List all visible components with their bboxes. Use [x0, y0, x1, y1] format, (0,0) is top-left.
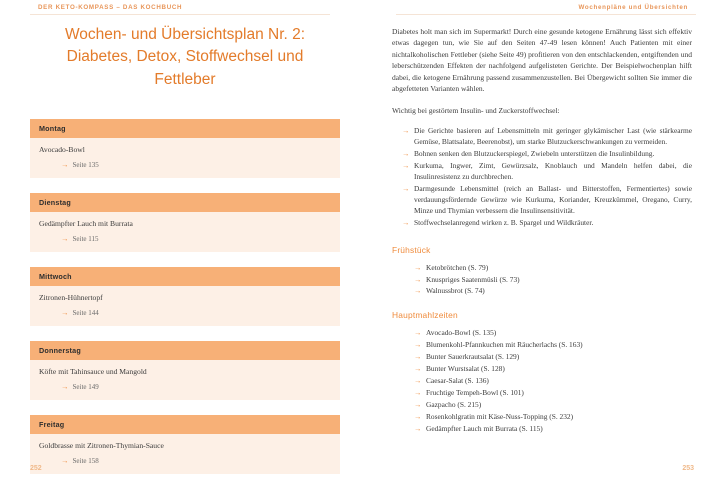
day-page-label: Seite 158: [72, 456, 99, 465]
day-card: [30, 193, 340, 252]
week-plan-list: [30, 119, 340, 473]
day-dish: Avocado-Bowl: [39, 145, 85, 155]
day-page-link[interactable]: [39, 160, 331, 169]
day-page-link[interactable]: [39, 234, 331, 243]
recipe-link[interactable]: → Knuspriges Saatenmüsli (S. 73): [414, 275, 692, 285]
right-page-column: [392, 26, 692, 448]
arrow-right-icon: →: [61, 455, 69, 465]
recipe-link[interactable]: → Gedämpfter Lauch mit Burrata (S. 115): [414, 424, 692, 434]
day-card: [30, 119, 340, 178]
arrow-right-icon: →: [61, 307, 69, 317]
recipe-link[interactable]: → Bunter Sauerkrautsalat (S. 129): [414, 352, 692, 362]
header-divider-right: [396, 14, 696, 15]
day-card: [30, 415, 340, 474]
recipe-link[interactable]: → Gazpacho (S. 215): [414, 400, 692, 410]
day-name: Dienstag: [30, 193, 340, 212]
recipe-link[interactable]: → Caesar-Salat (S. 136): [414, 376, 692, 386]
day-card: [30, 267, 340, 326]
day-page-link[interactable]: [39, 382, 331, 391]
arrow-right-icon: →: [61, 160, 69, 170]
arrow-right-icon: →: [61, 381, 69, 391]
tips-list-item: → Stoffwechselanregend wirken z. B. Spargel und Wildkräuter.: [402, 217, 692, 228]
tips-list-item: → Die Gerichte basieren auf Lebensmitteln mit geringer glykämischer Last (wie stärkearme Gemüse, Blattsalate, Beerenobst), um starke Blutzuckerschwankungen zu vermeiden.: [402, 125, 692, 147]
day-name: Freitag: [30, 415, 340, 434]
recipe-link[interactable]: → Walnussbrot (S. 74): [414, 286, 692, 296]
day-dish: Gedämpfter Lauch mit Burrata: [39, 219, 133, 229]
page-title-line-2: Diabetes, Detox, Stoffwechsel und Fettleber: [66, 48, 304, 88]
header-divider-left: [30, 14, 330, 15]
tips-list-item: → Kurkuma, Ingwer, Zimt, Gewürzsalz, Knoblauch und Mandeln helfen dabei, die Insulinresistenz zu durchbrechen.: [402, 160, 692, 182]
day-page-label: Seite 144: [72, 308, 99, 317]
left-page-column: [30, 24, 340, 489]
day-card: [30, 341, 340, 400]
day-card-body: [30, 286, 340, 326]
tips-list: [392, 125, 692, 229]
day-card-body: [30, 138, 340, 178]
arrow-right-icon: →: [61, 234, 69, 244]
day-page-link[interactable]: [39, 308, 331, 317]
recipe-list: [392, 263, 692, 297]
day-name: Mittwoch: [30, 267, 340, 286]
tips-list-item: → Darmgesunde Lebensmittel (reich an Ballast- und Bitterstoffen, Fermentiertes) sowie verdauungsfördernde Gewürze wie Kurkuma, Koriander, Kreuzkümmel, Oregano, Curry, Minze und Thymian verbessern die Insulinsensitivität.: [402, 183, 692, 216]
day-page-label: Seite 115: [72, 235, 99, 244]
recipe-link[interactable]: → Rosenkohlgratin mit Käse-Nuss-Topping (S. 232): [414, 412, 692, 422]
page-number-right: 253: [682, 465, 694, 472]
day-dish: Zitronen-Hühnertopf: [39, 293, 103, 303]
section-breakfast: [392, 245, 692, 297]
running-head-right: Wochenpläne und Übersichten: [578, 4, 688, 11]
page-title-line-1: Wochen- und Übersichtsplan Nr. 2:: [64, 26, 306, 43]
section-heading: Frühstück: [392, 244, 431, 255]
section-heading: Hauptmahlzeiten: [392, 310, 458, 321]
lead-paragraph: Wichtig bei gestörtem Insulin- und Zuckerstoffwechsel:: [392, 106, 560, 116]
day-page-link[interactable]: [39, 456, 331, 465]
recipe-link[interactable]: → Blumenkohl-Pfannkuchen mit Räucherlachs (S. 163): [414, 340, 692, 350]
running-head-left: DER KETO-KOMPASS – DAS KOCHBUCH: [38, 4, 183, 11]
day-dish: Köfte mit Tahinsauce und Mangold: [39, 366, 147, 376]
recipe-link[interactable]: → Fruchtige Tempeh-Bowl (S. 101): [414, 388, 692, 398]
day-name: Donnerstag: [30, 341, 340, 360]
recipe-link[interactable]: → Avocado-Bowl (S. 135): [414, 328, 692, 338]
recipe-list: [392, 328, 692, 433]
day-card-body: [30, 212, 340, 252]
day-page-label: Seite 149: [72, 382, 99, 391]
intro-paragraph: Diabetes holt man sich im Supermarkt! Durch eine gesunde ketogene Ernährung lässt sich effektiv etwas dagegen tun, wie Sie auf den Seiten 47-49 lesen können! Auch Patienten mit einer nichtalkoholischen Fettleber (siehe Seite 49) profitieren von den entschlackenden, entgiftenden und leberschützenden Effekten der nachfolgend aufgelisteten Gerichte. Der Beispielwochenplan hilft dabei, die ketogene Ernährung passend zusammenzustellen. Bei Übergewicht sollten Sie immer die abgefetteten Varianten wählen.: [392, 27, 692, 93]
tips-list-item: → Bohnen senken den Blutzuckerspiegel, Zwiebeln unterstützen die Insulinbildung.: [402, 148, 692, 159]
recipe-link[interactable]: → Bunter Wurstsalat (S. 128): [414, 364, 692, 374]
page-number-left: 252: [30, 465, 42, 472]
day-card-body: [30, 360, 340, 400]
day-name: Montag: [30, 119, 340, 138]
recipe-link[interactable]: → Ketobrötchen (S. 79): [414, 263, 692, 273]
day-page-label: Seite 135: [72, 161, 99, 170]
day-card-body: [30, 434, 340, 474]
page-title: [30, 24, 340, 91]
day-dish: Goldbrasse mit Zitronen-Thymian-Sauce: [39, 440, 164, 450]
section-main-meals: [392, 310, 692, 433]
